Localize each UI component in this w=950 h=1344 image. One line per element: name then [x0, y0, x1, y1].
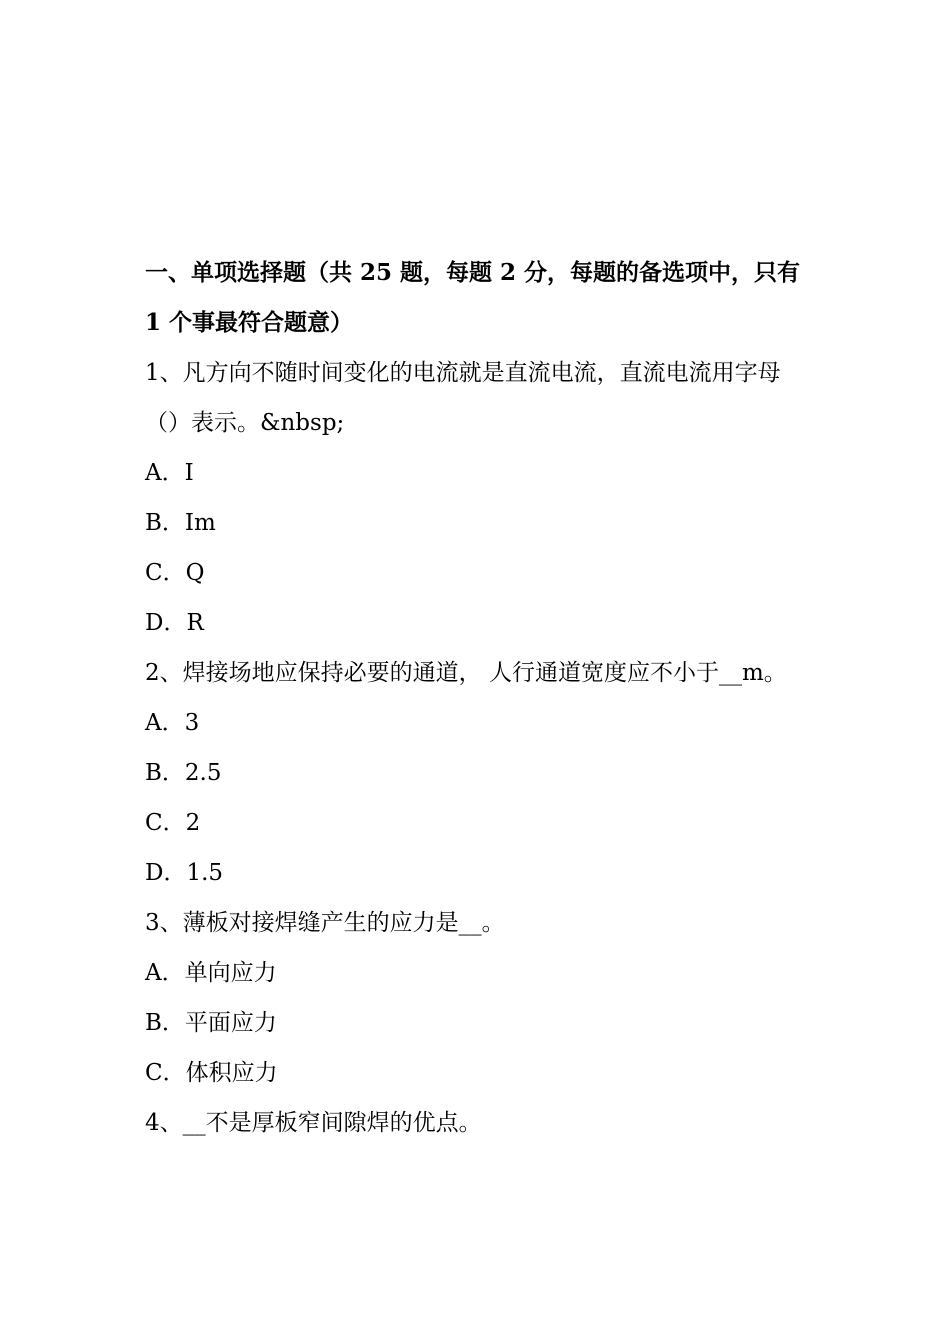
- question-4-stem: 4、__不是厚板窄间隙焊的优点。: [145, 1110, 482, 1136]
- question-1-option-d: D．R: [145, 610, 204, 636]
- question-3-stem: 3、薄板对接焊缝产生的应力是__。: [145, 910, 505, 936]
- question-3-option-b: B．平面应力: [145, 1010, 277, 1036]
- question-3-option-c: C．体积应力: [145, 1060, 278, 1086]
- question-2-option-a: A．3: [145, 710, 200, 736]
- question-1-option-b: B．Im: [145, 510, 216, 536]
- question-1-option-c: C．Q: [145, 560, 205, 586]
- question-2-option-c: C．2: [145, 810, 201, 836]
- question-2-option-d: D．1.5: [145, 860, 224, 886]
- question-1-option-a: A．I: [145, 460, 194, 486]
- question-2-stem: 2、焊接场地应保持必要的通道， 人行通道宽度应不小于__m。: [145, 660, 787, 686]
- document-content: [145, 248, 815, 1148]
- question-3-option-a: A．单向应力: [145, 960, 277, 986]
- section-title: 一、单项选择题（共 25 题，每题 2 分，每题的备选项中，只有 1 个事最符合题意）: [145, 259, 801, 336]
- question-1-stem: 1、凡方向不随时间变化的电流就是直流电流，直流电流用字母（）表示。&nbsp;: [145, 360, 781, 436]
- question-2-option-b: B．2.5: [145, 760, 222, 786]
